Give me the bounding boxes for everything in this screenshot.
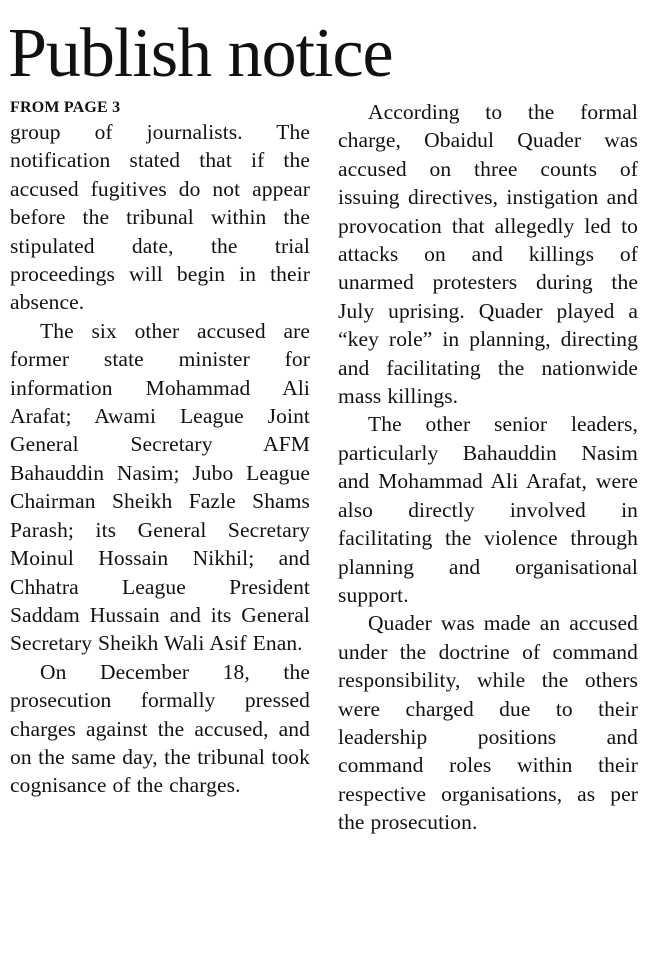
article-paragraph: On December 18, the prosecution formally pressed charges against the accused, and on the same day, the tribunal took cognisance of the charges. (10, 659, 310, 798)
jump-label: FROM PAGE 3 (10, 99, 121, 116)
article-paragraph: Quader was made an accused under the doctrine of command responsibility, while the others were charged due to their leadership positions and command roles within their respective organisations, as per the prosecution. (338, 611, 638, 835)
left-column (10, 98, 310, 800)
right-column (338, 98, 638, 837)
article-paragraph: group of journalists. The notification stated that if the accused fugitives do not appear before the tribunal within the stipulated date, the trial proceedings will begin in their absence. (10, 120, 310, 315)
article-paragraph: The other senior leaders, particularly Bahauddin Nasim and Mohammad Ali Arafat, were also directly involved in facilitating the violence through planning and organisational support. (338, 412, 638, 607)
article-paragraph: The six other accused are former state minister for information Mohammad Ali Arafat; Awami League Joint General Secretary AFM Bahauddin Nasim; Jubo League Chairman Sheikh Fazle Shams Parash; its General Secretary Moinul Hossain Nikhil; and Chhatra League President Saddam Hussain and its General Secretary Sheikh Wali Asif Enan. (10, 318, 310, 656)
article-paragraph: According to the formal charge, Obaidul Quader was accused on three counts of issuing directives, instigation and provocation that allegedly led to attacks on and killings of unarmed protesters during the July uprising. Quader played a “key role” in planning, directing and facilitating the nationwide mass killings. (338, 100, 638, 409)
headline: Publish notice (8, 15, 393, 92)
